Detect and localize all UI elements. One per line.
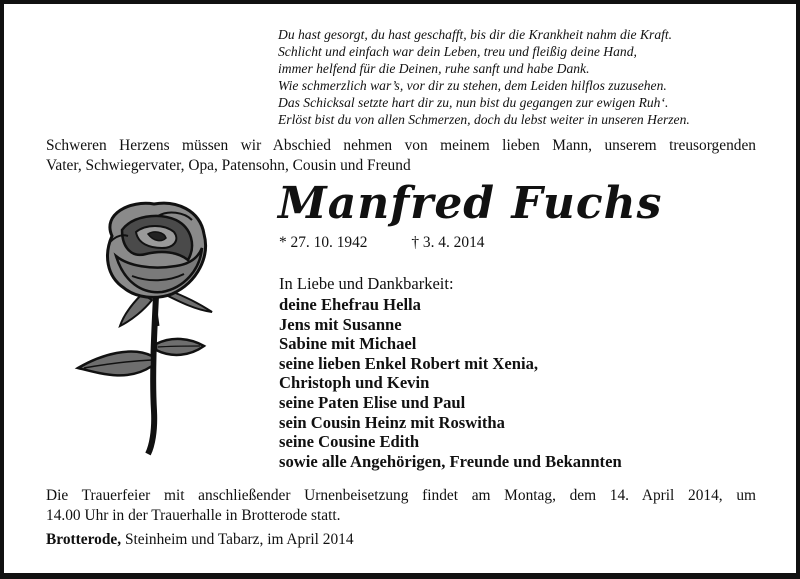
place-rest: Steinheim und Tabarz, im April 2014 [121, 531, 354, 548]
mourner-line: Christoph und Kevin [279, 373, 430, 393]
poem-line: Schlicht und einfach war dein Leben, treu und fleißig deine Hand, [278, 44, 637, 59]
mourner-line: seine Paten Elise und Paul [279, 392, 466, 412]
poem [278, 26, 778, 128]
life-dates [279, 233, 484, 253]
mourner-line: seine Cousine Edith [279, 432, 420, 452]
mourner-line: Jens mit Susanne [279, 314, 402, 334]
rose-illustration [72, 196, 232, 458]
mourner-line: sowie alle Angehörigen, Freunde und Bekannten [279, 451, 622, 471]
poem-line: Wie schmerzlich war’s, vor dir zu stehen, dem Leiden hilflos zuzusehen. [278, 78, 667, 93]
thanks-label: In Liebe und Dankbarkeit: [279, 274, 454, 293]
poem-line: Erlöst bist du von allen Schmerzen, doch du lebst weiter in unseren Herzen. [278, 112, 690, 127]
place-date-line [46, 530, 354, 550]
deceased-name: Manfred Fuchs [278, 178, 663, 229]
poem-line: immer helfend für die Deinen, ruhe sanft und habe Dank. [278, 61, 590, 76]
mourner-line: seine lieben Enkel Robert mit Xenia, [279, 353, 539, 373]
poem-line: Du hast gesorgt, du hast geschafft, bis dir die Krankheit nahm die Kraft. [278, 27, 673, 42]
intro-line: Schweren Herzens müssen wir Abschied nehmen von meinem lieben Mann, unserem treusorgenden [46, 137, 756, 154]
rose-stem [148, 296, 156, 454]
intro-text [46, 136, 756, 176]
funeral-text [46, 486, 756, 526]
birth-date: * 27. 10. 1942 [279, 234, 368, 251]
funeral-line: Die Trauerfeier mit anschließender Urnenbeisetzung findet am Montag, dem 14. April 2014, um [46, 487, 756, 504]
death-date: † 3. 4. 2014 [411, 234, 485, 251]
place-town: Brotterode, [46, 531, 122, 548]
mourner-line: Sabine mit Michael [279, 334, 417, 354]
mourners-list [279, 295, 622, 471]
mourner-line: deine Ehefrau Hella [279, 295, 421, 314]
intro-line: Vater, Schwiegervater, Opa, Patensohn, Cousin und Freund [46, 157, 411, 174]
poem-line: Das Schicksal setzte hart dir zu, nun bist du gegangen zur ewigen Ruh‘. [278, 95, 669, 110]
rose-sepal [120, 294, 152, 326]
mourner-line: sein Cousin Heinz mit Roswitha [279, 412, 505, 432]
funeral-line: 14.00 Uhr in der Trauerhalle in Brotterode statt. [46, 507, 341, 524]
